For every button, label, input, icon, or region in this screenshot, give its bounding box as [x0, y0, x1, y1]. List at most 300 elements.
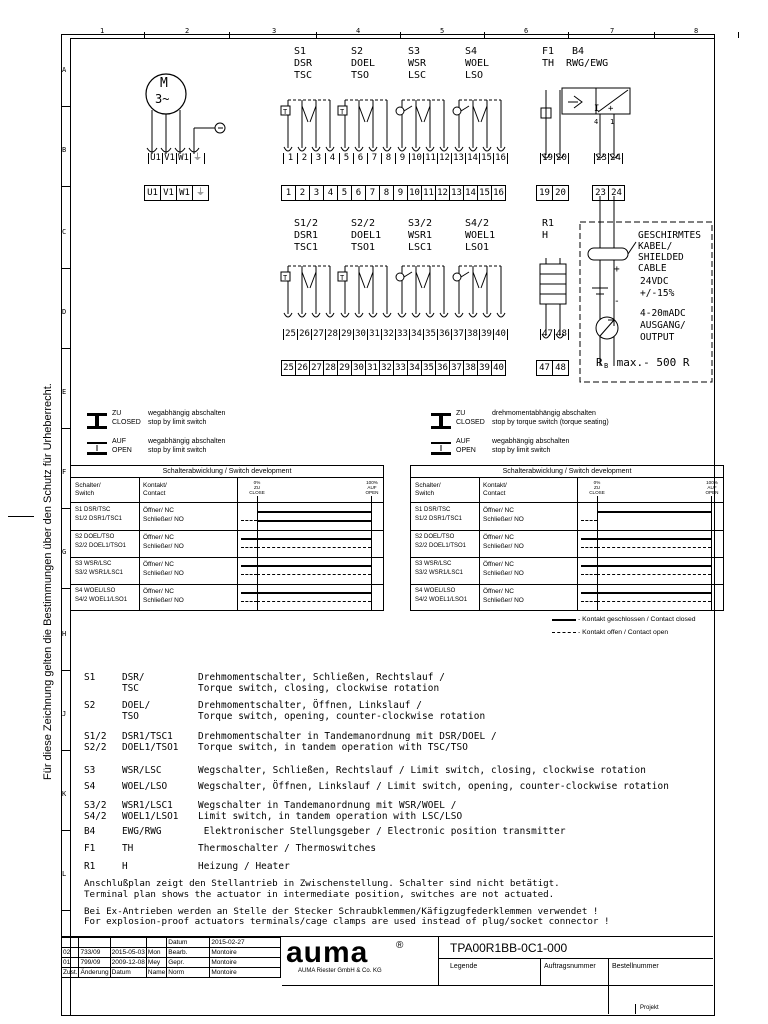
b4-label: B4: [572, 46, 585, 57]
row-tick: [61, 348, 70, 349]
dev-row-switch: S4 WOEL/LSO: [415, 588, 456, 594]
terminal-number: 30: [353, 329, 368, 340]
terminal-cell: 9: [393, 185, 408, 201]
contact-open-line: [597, 547, 711, 548]
general-note-line: Terminal plan shows the actuator in intermediate position, switches are not actuated.: [84, 889, 555, 900]
legend-text-de: wegabhängig abschalten: [148, 438, 226, 445]
switch-label: S3/2: [408, 218, 433, 229]
revision-cell: 799/09: [79, 958, 110, 968]
switch-label: S3: [408, 46, 421, 57]
column-tick: [654, 32, 655, 38]
project-divider: [635, 1004, 636, 1014]
general-note-line: Anschlußplan zeigt den Stellantrieb in Zwischenstellung. Schalter sind nicht betätigt.: [84, 878, 560, 889]
svg-text:T: T: [340, 274, 345, 282]
revision-cell: Montoire: [210, 958, 281, 968]
contact-open-line: [581, 574, 597, 575]
dev-col-divider: [139, 477, 140, 610]
terminal-cell: V1: [160, 185, 177, 201]
general-note-line: Bei Ex-Antrieben werden an Stelle der Stecker Schraubklemmen/Käfigzugfederklemmen verwendet !: [84, 906, 599, 917]
column-label: 7: [610, 27, 615, 35]
terminal-cell: 13: [449, 185, 464, 201]
dev-row-contact-no: Schließer/ NO: [483, 516, 524, 523]
rb-label: R: [596, 356, 603, 369]
terminal-number: 47: [540, 329, 555, 340]
open-stop-icon: [430, 440, 452, 458]
dev-row-divider: [71, 584, 383, 585]
revision-blank: [79, 938, 110, 948]
svg-text:T: T: [340, 108, 345, 116]
auma-logo: auma: [286, 936, 369, 969]
revision-cell: Montoire: [210, 948, 281, 958]
switch-code: DOEL: [351, 58, 376, 69]
dev-header-open: AUF: [707, 485, 717, 490]
contact-closed-line: [241, 565, 371, 567]
desc-text: Torque switch, opening, counter-clockwise rotation: [198, 711, 486, 722]
terminal-cell: 20: [552, 185, 569, 201]
dev-table-header-line: [411, 502, 723, 503]
terminal-number: 29: [339, 329, 354, 340]
terminal-cell: 15: [477, 185, 492, 201]
shield-plus: +: [614, 264, 620, 275]
column-tick: [316, 32, 317, 38]
shield-text-line: KABEL/: [638, 241, 673, 252]
terminal-number: 33: [395, 329, 410, 340]
row-label: H: [62, 630, 67, 638]
row-label: D: [62, 308, 67, 316]
dev-row-contact-no: Schließer/ NO: [483, 597, 524, 604]
contact-open-line: [597, 601, 711, 602]
switch-development-table: [70, 465, 384, 611]
contact-closed-line: [597, 511, 711, 513]
desc-ref: S3/2: [84, 800, 107, 811]
contact-closed-line: [241, 538, 371, 540]
shield-text-line: GESCHIRMTES: [638, 230, 701, 241]
row-tick: [61, 588, 70, 589]
contact-open-line: [597, 574, 711, 575]
dev-header-contact: Kontakt/: [143, 482, 167, 489]
desc-ref: F1: [84, 843, 96, 854]
revision-table: [61, 937, 281, 978]
terminal-number: 10: [409, 153, 424, 164]
limit-switch-symbol: [449, 246, 509, 322]
revision-blank: [62, 938, 79, 948]
contact-open-line: [241, 520, 257, 521]
revision-cell: Mon: [146, 948, 166, 958]
dev-row-switch: S2 DOEL/TSO: [75, 534, 115, 540]
switch-development-table: [410, 465, 724, 611]
legend-text-en: stop by limit switch: [148, 447, 207, 454]
dev-row-divider: [411, 530, 723, 531]
shield-voltage: 24VDC: [640, 276, 669, 287]
revision-blank: [146, 938, 166, 948]
terminal-cell: 29: [337, 360, 352, 376]
revision-cell: Datum: [167, 938, 210, 948]
legend-code: ZU: [456, 410, 466, 417]
desc-code: TSC: [122, 683, 139, 694]
revision-cell: Datum: [110, 968, 146, 978]
terminal-cell: 39: [477, 360, 492, 376]
terminal-cell: 7: [365, 185, 380, 201]
desc-ref: B4: [84, 826, 96, 837]
legend-code: AUF: [456, 438, 470, 445]
legend-text-en: stop by limit switch: [492, 447, 551, 454]
terminal-number: 31: [367, 329, 382, 340]
closed-line-key: [552, 619, 576, 621]
dev-position-marker: [371, 496, 372, 610]
open-line-key: [552, 632, 576, 633]
terminal-cell: 26: [295, 360, 310, 376]
row-label: A: [62, 66, 67, 74]
desc-ref: S3: [84, 765, 96, 776]
desc-ref: S4: [84, 781, 96, 792]
dev-row-contact-nc: Öffner/ NC: [143, 588, 174, 595]
legend-text-de: drehmomentabhängig abschalten: [492, 410, 596, 417]
copyright-side-note: Für diese Zeichnung gelten die Bestimmungen über den Schutz für Urheberrecht.: [42, 383, 54, 780]
b4-pin-1: 1: [610, 118, 615, 126]
terminal-cell: 5: [337, 185, 352, 201]
torque-switch-symbol: [278, 246, 338, 322]
terminal-cell: W1: [176, 185, 193, 201]
b4-plus-label: +: [608, 104, 614, 114]
rb-value: max.- 500 R: [610, 356, 690, 369]
row-label: F: [62, 468, 67, 476]
terminal-cell: ⏚: [192, 185, 209, 201]
terminal-number: 13: [451, 153, 466, 164]
row-label: K: [62, 790, 67, 798]
dev-row-switch-tandem: S2/2 DOEL1/TSO1: [75, 543, 127, 549]
shield-output-en: OUTPUT: [640, 332, 675, 343]
r1-type-label: H: [542, 230, 549, 241]
terminal-number: 35: [423, 329, 438, 340]
revision-row: [62, 948, 281, 958]
row-tick: [61, 268, 70, 269]
desc-code: H: [122, 861, 128, 872]
shield-tolerance: +/-15%: [640, 288, 675, 299]
desc-ref: S2/2: [84, 742, 107, 753]
dev-row-switch: S4 WOEL/LSO: [75, 588, 116, 594]
dev-header-open: AUF: [367, 485, 377, 490]
desc-ref: S2: [84, 700, 96, 711]
terminal-number: V1: [162, 153, 177, 164]
desc-ref: S1/2: [84, 731, 107, 742]
row-tick: [61, 830, 70, 831]
auftragsnummer-label: Auftragsnummer: [544, 963, 596, 970]
terminal-number: ⏚: [190, 153, 205, 164]
legend-code-en: OPEN: [112, 447, 132, 454]
terminal-cell: 30: [351, 360, 366, 376]
terminal-number: 36: [437, 329, 452, 340]
terminal-number: 1: [283, 153, 298, 164]
terminal-cell: 27: [309, 360, 324, 376]
column-tick: [484, 32, 485, 38]
switch-label: S1/2: [294, 218, 319, 229]
terminal-number: 37: [451, 329, 466, 340]
revision-cell: Mey: [146, 958, 166, 968]
margin-mark: [8, 516, 34, 517]
desc-text: Wegschalter, Öffnen, Linkslauf / Limit switch, opening, counter-clockwise rotation: [198, 781, 670, 792]
dev-row-contact-no: Schließer/ NO: [483, 543, 524, 550]
revision-cell: Zust.: [63, 969, 78, 976]
company-name: AUMA Riester GmbH & Co. KG: [298, 968, 382, 974]
revision-row: [62, 938, 281, 948]
closed-stop-icon: [430, 412, 452, 430]
desc-ref: R1: [84, 861, 96, 872]
switch-code: DSR1: [294, 230, 319, 241]
terminal-cell: 36: [435, 360, 450, 376]
legend-text-en: stop by limit switch: [148, 419, 207, 426]
dev-row-contact-no: Schließer/ NO: [143, 570, 184, 577]
dev-row-contact-no: Schließer/ NO: [143, 516, 184, 523]
torque-switch-symbol: [278, 80, 338, 156]
dev-row-contact-nc: Öffner/ NC: [143, 534, 174, 541]
desc-code: TSO: [122, 711, 139, 722]
terminal-cell: 47: [536, 360, 553, 376]
switch-label: S2/2: [351, 218, 376, 229]
desc-ref: S4/2: [84, 811, 107, 822]
revision-cell: Bearb.: [167, 948, 210, 958]
contact-open-line: [581, 601, 597, 602]
dev-row-contact-nc: Öffner/ NC: [483, 507, 514, 514]
legend-code: ZU: [112, 410, 122, 417]
b4-i-label: I: [594, 104, 600, 114]
bestellnummer-label: Bestellnummer: [612, 963, 659, 970]
revision-cell: 01: [62, 958, 79, 968]
dev-table-title: Schalterabwicklung / Switch development: [71, 466, 383, 478]
terminal-cell: 34: [407, 360, 422, 376]
motor-phase-label: 3~: [155, 92, 170, 106]
column-label: 6: [524, 27, 529, 35]
switch-code: WOEL1: [465, 230, 496, 241]
torque-switch-symbol: [335, 80, 395, 156]
terminal-number: 6: [353, 153, 368, 164]
dev-header-open: 100%: [706, 480, 718, 485]
revision-row: [62, 968, 281, 978]
terminal-cell: 40: [491, 360, 506, 376]
dev-row-switch-tandem: S2/2 DOEL1/TSO1: [415, 543, 467, 549]
switch-code: WOEL: [465, 58, 490, 69]
desc-code: WSR/LSC: [122, 765, 162, 776]
switch-code-en: LSO: [465, 70, 484, 81]
contact-closed-line: [581, 592, 711, 594]
b4-pin-4: 4: [594, 118, 599, 126]
column-tick: [568, 32, 569, 38]
terminal-cell: 33: [393, 360, 408, 376]
desc-text: Heizung / Heater: [198, 861, 290, 872]
row-tick: [61, 186, 70, 187]
contact-open-line: [241, 601, 257, 602]
terminal-cell: 35: [421, 360, 436, 376]
limit-switch-symbol: [392, 246, 452, 322]
dev-header-close: ZU: [593, 485, 601, 490]
revision-cell: 2015-02-27: [210, 938, 281, 948]
contact-open-line: [241, 547, 257, 548]
shield-output-de: AUSGANG/: [640, 320, 686, 331]
contact-open-line: [257, 574, 371, 575]
dev-row-switch: S3 WSR/LSC: [75, 561, 112, 567]
column-tick: [400, 32, 401, 38]
document-number: TPA00R1BB-0C1-000: [450, 941, 568, 955]
contact-closed-line: [581, 565, 711, 567]
row-label: J: [62, 710, 67, 718]
terminal-number: 14: [465, 153, 480, 164]
terminal-cell: 10: [407, 185, 422, 201]
terminal-number: 39: [479, 329, 494, 340]
general-note-line: For explosion-proof actuators terminals/cage clamps are used instead of plug/socket connector !: [84, 916, 610, 927]
switch-code-en: LSC: [408, 70, 427, 81]
legend-text-de: wegabhängig abschalten: [148, 410, 226, 417]
terminal-number: U1: [148, 153, 163, 164]
switch-label: S4/2: [465, 218, 490, 229]
dev-row-switch-tandem: S3/2 WSR1/LSC1: [415, 570, 464, 576]
revision-cell: 2009-12-08: [111, 959, 145, 966]
terminal-cell: 11: [421, 185, 436, 201]
revision-cell: Name: [147, 969, 166, 976]
terminal-number: 19: [540, 153, 555, 164]
legend-code-en: CLOSED: [112, 419, 141, 426]
column-label: 2: [185, 27, 190, 35]
dev-header-close: CLOSE: [249, 490, 265, 495]
row-label: C: [62, 228, 67, 236]
revision-cell: Gepr.: [167, 958, 210, 968]
terminal-number: 11: [423, 153, 438, 164]
desc-text: Torque switch, in tandem operation with TSC/TSO: [198, 742, 468, 753]
b4-type-label: RWG/EWG: [566, 58, 609, 69]
terminal-cell: 24: [608, 185, 625, 201]
switch-code-en: LSO1: [465, 242, 490, 253]
terminal-cell: 31: [365, 360, 380, 376]
row-label: G: [62, 548, 67, 556]
desc-code: DOEL/: [122, 700, 151, 711]
terminal-cell: 4: [323, 185, 338, 201]
desc-code: TH: [122, 843, 134, 854]
revision-cell: Norm: [167, 968, 210, 978]
column-tick: [738, 32, 739, 38]
terminal-number: 2: [297, 153, 312, 164]
terminal-number: W1: [176, 153, 191, 164]
switch-label: S4: [465, 46, 478, 57]
revision-cell: Änderung: [80, 969, 109, 976]
row-tick: [61, 508, 70, 509]
desc-code: DSR1/TSC1: [122, 731, 173, 742]
terminal-cell: 14: [463, 185, 478, 201]
desc-code: WSR1/LSC1: [122, 800, 173, 811]
dev-row-divider: [411, 557, 723, 558]
switch-label: S1: [294, 46, 307, 57]
switch-code: WSR1: [408, 230, 433, 241]
dev-header-switch-en: Switch: [415, 490, 435, 497]
terminal-number: 34: [409, 329, 424, 340]
terminal-number: 12: [437, 153, 452, 164]
dev-row-divider: [411, 584, 723, 585]
column-tick: [144, 32, 145, 38]
terminal-cell: 25: [281, 360, 296, 376]
dev-header-contact: Kontakt/: [483, 482, 507, 489]
terminal-cell: 16: [491, 185, 506, 201]
row-label: L: [62, 870, 67, 878]
terminal-number: 32: [381, 329, 396, 340]
terminal-number: 48: [554, 329, 569, 340]
row-tick: [61, 428, 70, 429]
revision-cell: Montoire: [210, 968, 281, 978]
dev-row-switch: S1 DSR/TSC: [75, 507, 111, 513]
desc-code: DOEL1/TSO1: [122, 742, 179, 753]
dev-header-open: OPEN: [705, 490, 719, 495]
terminal-cell: U1: [144, 185, 161, 201]
terminal-number: 8: [381, 153, 396, 164]
terminal-number: 26: [297, 329, 312, 340]
terminal-number: 40: [493, 329, 508, 340]
torque-switch-symbol: [335, 246, 395, 322]
terminal-cell: 48: [552, 360, 569, 376]
dev-row-contact-nc: Öffner/ NC: [483, 534, 514, 541]
dev-header-close: CLOSE: [589, 490, 605, 495]
terminal-number: 9: [395, 153, 410, 164]
project-row-line: [608, 985, 713, 986]
dev-header-open: 100%: [366, 480, 378, 485]
open-key-text: - Kontakt offen / Contact open: [578, 629, 669, 636]
dev-header-contact-en: Contact: [143, 490, 166, 497]
f1-type-label: TH: [542, 58, 555, 69]
projekt-label: Projekt: [640, 1005, 659, 1011]
terminal-cell: 2: [295, 185, 310, 201]
dev-header-switch: Schalter/: [415, 482, 441, 489]
terminal-number: 28: [325, 329, 340, 340]
contact-open-line: [581, 547, 597, 548]
terminal-cell: 1: [281, 185, 296, 201]
column-label: 3: [272, 27, 277, 35]
row-tick: [61, 910, 70, 911]
terminal-cell: 32: [379, 360, 394, 376]
switch-code: DOEL1: [351, 230, 382, 241]
contact-open-line: [257, 547, 371, 548]
terminal-number: 25: [283, 329, 298, 340]
shield-text-line: SHIELDED: [638, 252, 684, 263]
bottom-rule: [282, 985, 608, 986]
column-label: 4: [356, 27, 361, 35]
dev-header-switch-en: Switch: [75, 490, 95, 497]
dev-header-contact-en: Contact: [483, 490, 506, 497]
dev-header-open: OPEN: [365, 490, 379, 495]
dev-row-switch-tandem: S3/2 WSR1/LSC1: [75, 570, 124, 576]
legend-code-en: OPEN: [456, 447, 476, 454]
terminal-number: 27: [311, 329, 326, 340]
dev-col-divider: [237, 477, 238, 610]
desc-code: WOEL/LSO: [122, 781, 168, 792]
revision-cell: 733/09: [79, 948, 110, 958]
terminal-number: 16: [493, 153, 508, 164]
contact-closed-line: [257, 511, 371, 513]
dev-table-header-line: [71, 502, 383, 503]
contact-closed-line: [241, 592, 371, 594]
terminal-number: 5: [339, 153, 354, 164]
dev-row-switch: S3 WSR/LSC: [415, 561, 452, 567]
dev-row-divider: [71, 530, 383, 531]
closed-stop-icon: [86, 412, 108, 430]
terminal-cell: 8: [379, 185, 394, 201]
switch-label: S2: [351, 46, 364, 57]
row-label: B: [62, 146, 67, 154]
dev-row-contact-nc: Öffner/ NC: [483, 561, 514, 568]
terminal-cell: 37: [449, 360, 464, 376]
switch-code-en: TSC1: [294, 242, 319, 253]
desc-text: Wegschalter in Tandemanordnung mit WSR/WOEL /: [198, 800, 457, 811]
revision-row: [62, 958, 281, 968]
terminal-cell: 12: [435, 185, 450, 201]
desc-text: Drehmomentschalter, Öffnen, Linkslauf /: [198, 700, 423, 711]
dev-row-contact-nc: Öffner/ NC: [143, 507, 174, 514]
dev-col-divider: [479, 477, 480, 610]
row-label: E: [62, 388, 67, 396]
